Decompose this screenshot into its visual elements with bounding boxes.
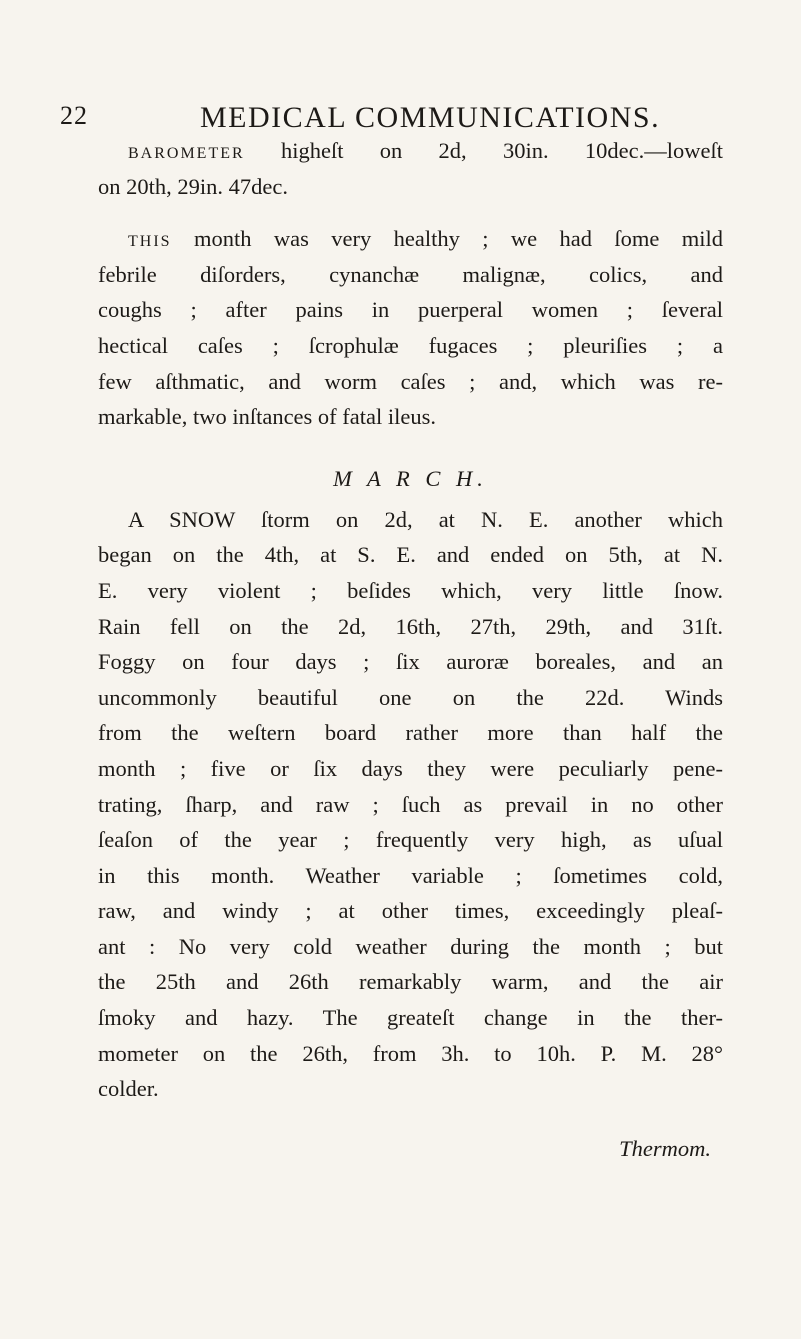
text-line: ſeaſon of the year ; frequently very high, as uſual [98, 827, 723, 853]
text-line: markable, two inſtances of fatal ileus. [98, 404, 437, 430]
section-title-march: M A R C H. [333, 465, 488, 491]
catchword: Thermom. [619, 1135, 711, 1161]
text-line: on 20th, 29in. 47dec. [98, 173, 288, 199]
text-line: began on the 4th, at S. E. and ended on 5th, at N. [98, 542, 723, 568]
text-line: febrile diſorders, cynanchæ malignæ, colics, and [98, 261, 723, 287]
text-line: uncommonly beautiful one on the 22d. Winds [98, 684, 723, 710]
text-line: few aſthmatic, and worm caſes ; and, which was re- [98, 368, 723, 394]
line-text: higheſt on 2d, 30in. 10dec.—loweſt [280, 138, 723, 163]
text-line: in this month. Weather variable ; ſometimes cold, [98, 862, 723, 888]
text-line: coughs ; after pains in puerperal women ; ſeveral [98, 297, 723, 323]
text-line: raw, and windy ; at other times, exceedingly pleaſ- [98, 898, 723, 924]
text-line: Rain fell on the 2d, 16th, 27th, 29th, and 31ſt. [98, 613, 723, 639]
text-line: ant : No very cold weather during the month ; but [98, 933, 723, 959]
lead-word: barometer [128, 138, 245, 163]
text-line: Foggy on four days ; ſix auroræ boreales, and an [98, 649, 723, 675]
text-line: ſmoky and hazy. The greateſt change in the ther- [98, 1005, 723, 1031]
text-line: colder. [98, 1076, 159, 1102]
body-text [98, 133, 723, 1166]
running-head: MEDICAL COMMUNICATIONS. [200, 101, 661, 134]
text-line: from the weſtern board rather more than half the [98, 720, 723, 746]
text-line: trating, ſharp, and raw ; ſuch as prevail in no other [98, 791, 723, 817]
text-line: month ; five or ſix days they were peculiarly pene- [98, 755, 723, 781]
lead-word: this [128, 226, 172, 252]
page-number: 22 [60, 101, 88, 130]
line-text: month was very healthy ; we had ſome mild [193, 226, 723, 252]
text-line: A SNOW ſtorm on 2d, at N. E. another which [128, 506, 723, 532]
text-line: mometer on the 26th, from 3h. to 10h. P. M. 28° [98, 1040, 723, 1066]
text-line: the 25th and 26th remarkably warm, and the air [98, 969, 723, 995]
text-line: E. very violent ; beſides which, very little ſnow. [98, 577, 723, 603]
text-line [98, 221, 723, 257]
text-line [98, 133, 723, 169]
text-line: hectical caſes ; ſcrophulæ fugaces ; pleuriſies ; a [98, 332, 723, 358]
